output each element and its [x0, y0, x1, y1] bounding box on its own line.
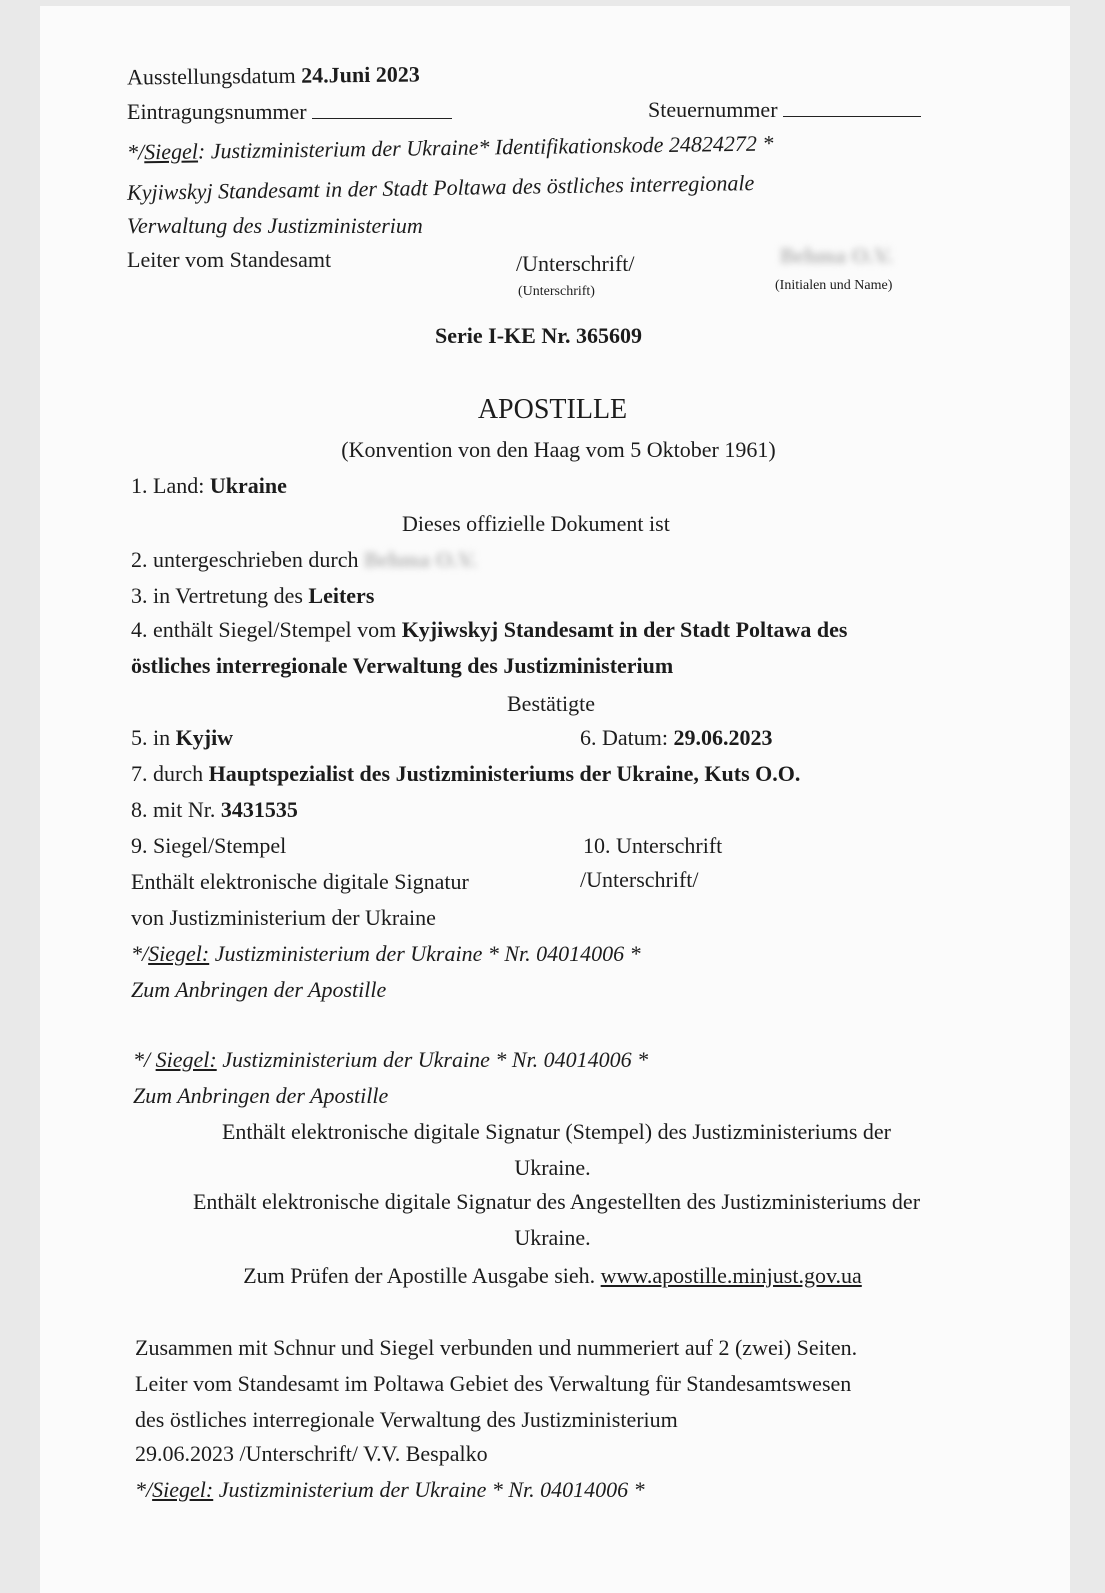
esig-line-b: von Justizministerium der Ukraine [131, 905, 436, 930]
field-8-number [131, 796, 298, 824]
field-7-by [131, 760, 800, 788]
field-9-seal-label: 9. Siegel/Stempel [131, 833, 287, 858]
field-4-seal [131, 616, 847, 644]
field-4-value-a: Kyjiwskyj Standesamt in der Stadt Poltawa des [401, 617, 848, 642]
field-2-redacted-value: Behma O.V. [363, 547, 477, 572]
tax-number-line [648, 96, 921, 124]
field-3-label: 3. in Vertretung des [131, 583, 303, 608]
redacted-name-text: Behma O.V. [780, 243, 893, 268]
initials-caption: (Initialen und Name) [775, 278, 893, 293]
field-8-label: 8. mit Nr. [131, 797, 216, 822]
footer-line-4: 29.06.2023 /Unterschrift/ V.V. Bespalko [135, 1441, 488, 1466]
field-8-value: 3431535 [220, 797, 298, 822]
esig-employee-line-a: Enthält elektronische digitale Signatur des Angestellten des Justizministeriums der [192, 1189, 921, 1214]
verify-text: Zum Prüfen der Apostille Ausgabe sieh. [243, 1263, 596, 1288]
footer-seal [135, 1476, 645, 1504]
field-6-label: 6. Datum: [580, 725, 668, 750]
footer-line-1: Zusammen mit Schnur und Siegel verbunden und nummeriert auf 2 (zwei) Seiten. [135, 1335, 858, 1360]
esig-line-a: Enthält elektronische digitale Signatur [131, 869, 469, 894]
esig-stamp-line-b: Ukraine. [514, 1155, 591, 1180]
field-6-value: 29.06.2023 [673, 725, 773, 750]
field-2-label: 2. untergeschrieben durch [131, 547, 359, 572]
seal-1-prefix: */ [131, 941, 149, 966]
apostille-seal-1-note: Zum Anbringen der Apostille [131, 977, 387, 1002]
field-10-signature: /Unterschrift/ [580, 867, 699, 892]
apostille-seal-1 [131, 940, 641, 968]
footer-seal-word: Siegel: [152, 1477, 214, 1502]
header-seal-line-2: Kyjiwskyj Standesamt in der Stadt Poltawa des östliches interregionale [126, 170, 755, 205]
issue-date-line [127, 60, 420, 91]
confirmed-heading: Bestätigte [507, 691, 595, 716]
registration-line [127, 98, 452, 126]
header-seal-line-1 [127, 129, 774, 166]
verify-link[interactable]: www.apostille.minjust.gov.ua [600, 1263, 862, 1288]
field-7-value: Hauptspezialist des Justizministeriums der Ukraine, Kuts O.O. [208, 761, 801, 786]
seal-prefix: */ [126, 139, 145, 165]
apostille-subtitle: (Konvention von den Haag vom 5 Oktober 1961) [341, 437, 776, 462]
head-of-office-label: Leiter vom Standesamt [127, 247, 332, 272]
field-3-capacity [131, 582, 374, 610]
redacted-name [780, 242, 893, 270]
tax-label: Steuernummer [648, 97, 778, 122]
field-6-date [580, 724, 773, 752]
issue-date-value: 24.Juni 2023 [301, 61, 420, 88]
seal-text: : Justizministerium der Ukraine* Identifikationskode 24824272 * [197, 130, 774, 164]
field-5-place [131, 724, 233, 752]
registration-label: Eintragungsnummer [127, 99, 307, 124]
field-1-value: Ukraine [209, 473, 287, 498]
esig-stamp-line-a: Enthält elektronische digitale Signatur (Stempel) des Justizministeriums der [221, 1119, 892, 1144]
verify-line [0, 1262, 1105, 1290]
field-4-value-b: östliches interregionale Verwaltung des Justizministerium [131, 653, 674, 678]
field-10-signature-label: 10. Unterschrift [583, 833, 723, 858]
seal-2-word: Siegel: [155, 1047, 217, 1072]
field-2-signed-by [131, 546, 477, 574]
field-5-value: Kyjiw [175, 725, 234, 750]
footer-seal-text: Justizministerium der Ukraine * Nr. 04014006 * [213, 1477, 645, 1502]
footer-seal-prefix: */ [135, 1477, 153, 1502]
seal-word: Siegel [143, 138, 199, 165]
footer-line-2: Leiter vom Standesamt im Poltawa Gebiet des Verwaltung für Standesamtswesen [135, 1371, 852, 1396]
field-1-label: 1. Land: [131, 473, 205, 498]
header-signature: /Unterschrift/ [516, 251, 635, 276]
seal-2-prefix: */ [133, 1047, 156, 1072]
header-seal-line-3: Verwaltung des Justizministerium [127, 213, 423, 238]
esig-employee-line-b: Ukraine. [514, 1225, 591, 1250]
apostille-seal-2 [133, 1046, 648, 1074]
apostille-intro: Dieses offizielle Dokument ist [402, 511, 670, 536]
field-5-label: 5. in [131, 725, 171, 750]
apostille-title: APOSTILLE [477, 394, 628, 425]
seal-1-text: Justizministerium der Ukraine * Nr. 04014006 * [209, 941, 641, 966]
issue-date-label: Ausstellungsdatum [126, 62, 296, 90]
field-1-country [131, 472, 287, 500]
registration-blank [312, 100, 452, 119]
field-7-label: 7. durch [131, 761, 204, 786]
field-4-label: 4. enthält Siegel/Stempel vom [131, 617, 397, 642]
tax-blank [783, 98, 921, 117]
footer-line-3: des östliches interregionale Verwaltung des Justizministerium [135, 1407, 678, 1432]
seal-2-text: Justizministerium der Ukraine * Nr. 04014006 * [216, 1047, 649, 1072]
signature-caption: (Unterschrift) [518, 284, 595, 299]
serial-number: Serie I-KE Nr. 365609 [435, 323, 642, 348]
apostille-seal-2-note: Zum Anbringen der Apostille [133, 1083, 389, 1108]
field-3-value: Leiters [308, 583, 375, 608]
seal-1-word: Siegel: [148, 941, 210, 966]
